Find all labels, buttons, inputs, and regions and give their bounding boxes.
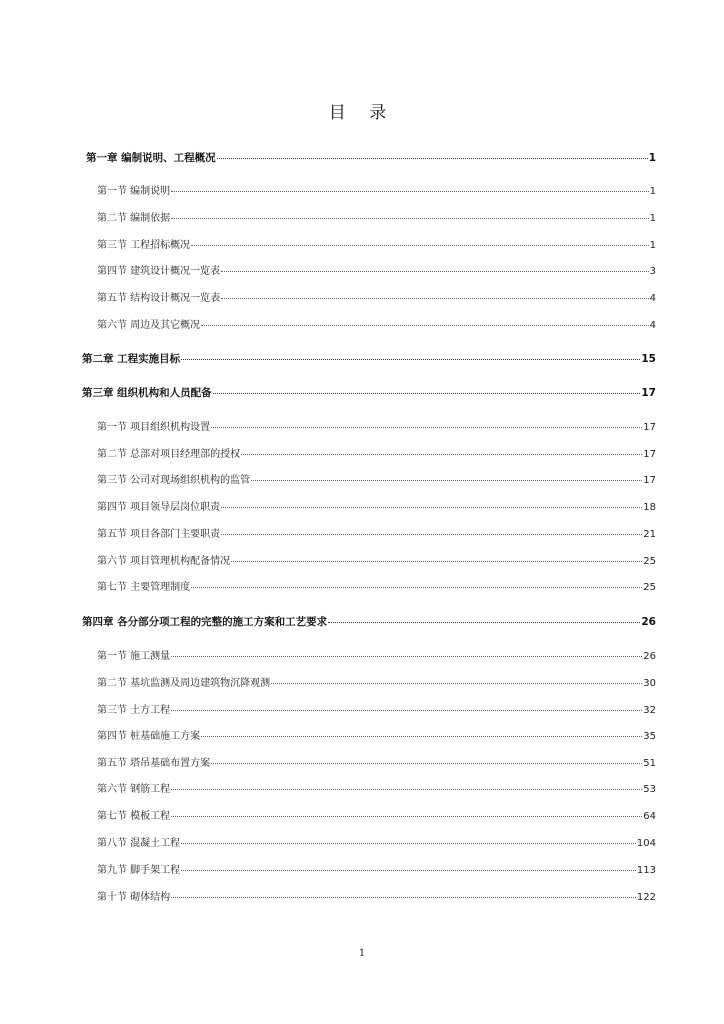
toc-entry-label: 第四节 建筑设计概况一览表 <box>97 266 221 277</box>
toc-entry-page: 17 <box>641 387 656 399</box>
toc-entry-label: 第八节 混凝土工程 <box>97 838 181 849</box>
toc-entry-label: 第四节 桩基础施工方案 <box>97 731 201 742</box>
dot-leader <box>191 577 642 588</box>
toc-entry-label: 第九节 脚手架工程 <box>97 865 181 876</box>
toc-entry-page: 26 <box>643 651 656 662</box>
toc-entry-label: 第三节 公司对现场组织机构的监管 <box>97 475 251 486</box>
toc-entry-section[interactable] <box>97 290 656 306</box>
dot-leader <box>191 235 648 246</box>
dot-leader <box>271 673 642 684</box>
dot-leader <box>181 833 636 844</box>
dot-leader <box>211 417 642 428</box>
dot-leader <box>171 887 636 898</box>
toc-entry-page: 15 <box>641 353 656 365</box>
toc-entry-page: 17 <box>643 449 656 460</box>
toc-entry-page: 32 <box>643 705 656 716</box>
toc-entry-section[interactable] <box>97 526 656 542</box>
dot-leader <box>221 261 648 272</box>
dot-leader <box>217 148 648 159</box>
dot-leader <box>328 612 640 623</box>
toc-entry-label: 第二章 工程实施目标 <box>82 353 181 365</box>
toc-entry-section[interactable] <box>97 210 656 226</box>
toc-title: 目 录 <box>328 103 396 123</box>
toc-entry-section[interactable] <box>97 472 656 488</box>
toc-entry-section[interactable] <box>97 263 656 279</box>
toc-entry-section[interactable] <box>97 808 656 824</box>
dot-leader <box>251 470 642 481</box>
toc-entry-label: 第二节 总部对项目经理部的授权 <box>97 449 241 460</box>
toc-entry-label: 第五节 项目各部门主要职责 <box>97 529 221 540</box>
toc-entry-section[interactable] <box>97 889 656 905</box>
toc-entry-section[interactable] <box>97 728 656 744</box>
toc-entry-page: 17 <box>643 422 656 433</box>
toc-entry-label: 第一节 项目组织机构设置 <box>97 422 211 433</box>
toc-entry-section[interactable] <box>97 648 656 664</box>
toc-entry-section[interactable] <box>97 781 656 797</box>
toc-entry-section[interactable] <box>97 183 656 199</box>
toc-entry-label: 第七节 主要管理制度 <box>97 582 191 593</box>
toc-entry-label: 第二节 编制依据 <box>97 213 171 224</box>
dot-leader <box>241 444 642 455</box>
toc-entry-page: 122 <box>636 892 656 903</box>
dot-leader <box>171 700 642 711</box>
toc-entry-section[interactable] <box>97 579 656 595</box>
toc-entry-page: 4 <box>649 293 656 304</box>
toc-entry-page: 26 <box>641 616 656 628</box>
toc-entry-section[interactable] <box>97 755 656 771</box>
dot-leader <box>221 497 642 508</box>
toc-entry-page: 1 <box>649 186 656 197</box>
dot-leader <box>171 646 642 657</box>
dot-leader <box>221 524 642 535</box>
toc-entry-section[interactable] <box>97 419 656 435</box>
dot-leader <box>171 779 642 790</box>
toc-entry-label: 第七节 模板工程 <box>97 811 171 822</box>
toc-entry-label: 第六节 周边及其它概况 <box>97 320 201 331</box>
toc-entry-page: 25 <box>643 582 656 593</box>
toc-entry-label: 第五节 结构设计概况一览表 <box>97 293 221 304</box>
toc-entry-page: 17 <box>643 475 656 486</box>
toc-entry-label: 第一节 施工测量 <box>97 651 171 662</box>
dot-leader <box>171 181 648 192</box>
toc-entry-label: 第四章 各分部分项工程的完整的施工方案和工艺要求 <box>82 616 328 628</box>
dot-leader <box>231 551 642 562</box>
toc-entry-page: 53 <box>643 784 656 795</box>
toc-entry-label: 第五节 塔吊基础布置方案 <box>97 758 211 769</box>
dot-leader <box>201 315 648 326</box>
toc-entry-section[interactable] <box>97 702 656 718</box>
toc-entry-section[interactable] <box>97 317 656 333</box>
dot-leader <box>221 288 648 299</box>
toc-entry-section[interactable] <box>97 675 656 691</box>
toc-entry-chapter-2[interactable] <box>82 351 656 367</box>
toc-entry-page: 18 <box>643 502 656 513</box>
toc-entry-page: 1 <box>649 240 656 251</box>
toc-entry-label: 第四节 项目领导层岗位职责 <box>97 502 221 513</box>
toc-entry-section[interactable] <box>97 553 656 569</box>
toc-entry-page: 4 <box>649 320 656 331</box>
toc-entry-chapter-4[interactable] <box>82 614 656 630</box>
toc-entry-chapter-3[interactable] <box>82 385 656 401</box>
toc-entry-label: 第二节 基坑监测及周边建筑物沉降观测 <box>97 678 271 689</box>
toc-entry-label: 第十节 砌体结构 <box>97 892 171 903</box>
toc-entry-label: 第三节 土方工程 <box>97 705 171 716</box>
toc-entry-page: 3 <box>649 266 656 277</box>
toc-entry-label: 第六节 钢筋工程 <box>97 784 171 795</box>
dot-leader <box>211 753 642 764</box>
toc-entry-page: 104 <box>636 838 656 849</box>
dot-leader <box>181 349 640 360</box>
toc-entry-page: 30 <box>643 678 656 689</box>
toc-entry-label: 第一节 编制说明 <box>97 186 171 197</box>
toc-entry-page: 21 <box>643 529 656 540</box>
dot-leader <box>213 383 641 394</box>
page-number: 1 <box>358 948 366 959</box>
toc-entry-page: 51 <box>643 758 656 769</box>
toc-entry-label: 第三节 工程招标概况 <box>97 240 191 251</box>
toc-entry-section[interactable] <box>97 499 656 515</box>
toc-entry-chapter-1[interactable] <box>86 150 656 166</box>
toc-entry-section[interactable] <box>97 862 656 878</box>
dot-leader <box>181 860 636 871</box>
toc-entry-label: 第三章 组织机构和人员配备 <box>82 387 212 399</box>
dot-leader <box>171 806 642 817</box>
toc-entry-page: 113 <box>636 865 656 876</box>
toc-entry-section[interactable] <box>97 237 656 253</box>
toc-entry-section[interactable] <box>97 446 656 462</box>
toc-entry-page: 1 <box>649 213 656 224</box>
toc-entry-label: 第一章 编制说明、工程概况 <box>86 152 216 164</box>
toc-entry-page: 25 <box>643 556 656 567</box>
dot-leader <box>201 726 642 737</box>
toc-entry-page: 1 <box>648 152 656 164</box>
toc-entry-section[interactable] <box>97 835 656 851</box>
toc-entry-label: 第六节 项目管理机构配备情况 <box>97 556 231 567</box>
dot-leader <box>171 208 648 219</box>
toc-entry-page: 64 <box>643 811 656 822</box>
toc-entry-page: 35 <box>643 731 656 742</box>
